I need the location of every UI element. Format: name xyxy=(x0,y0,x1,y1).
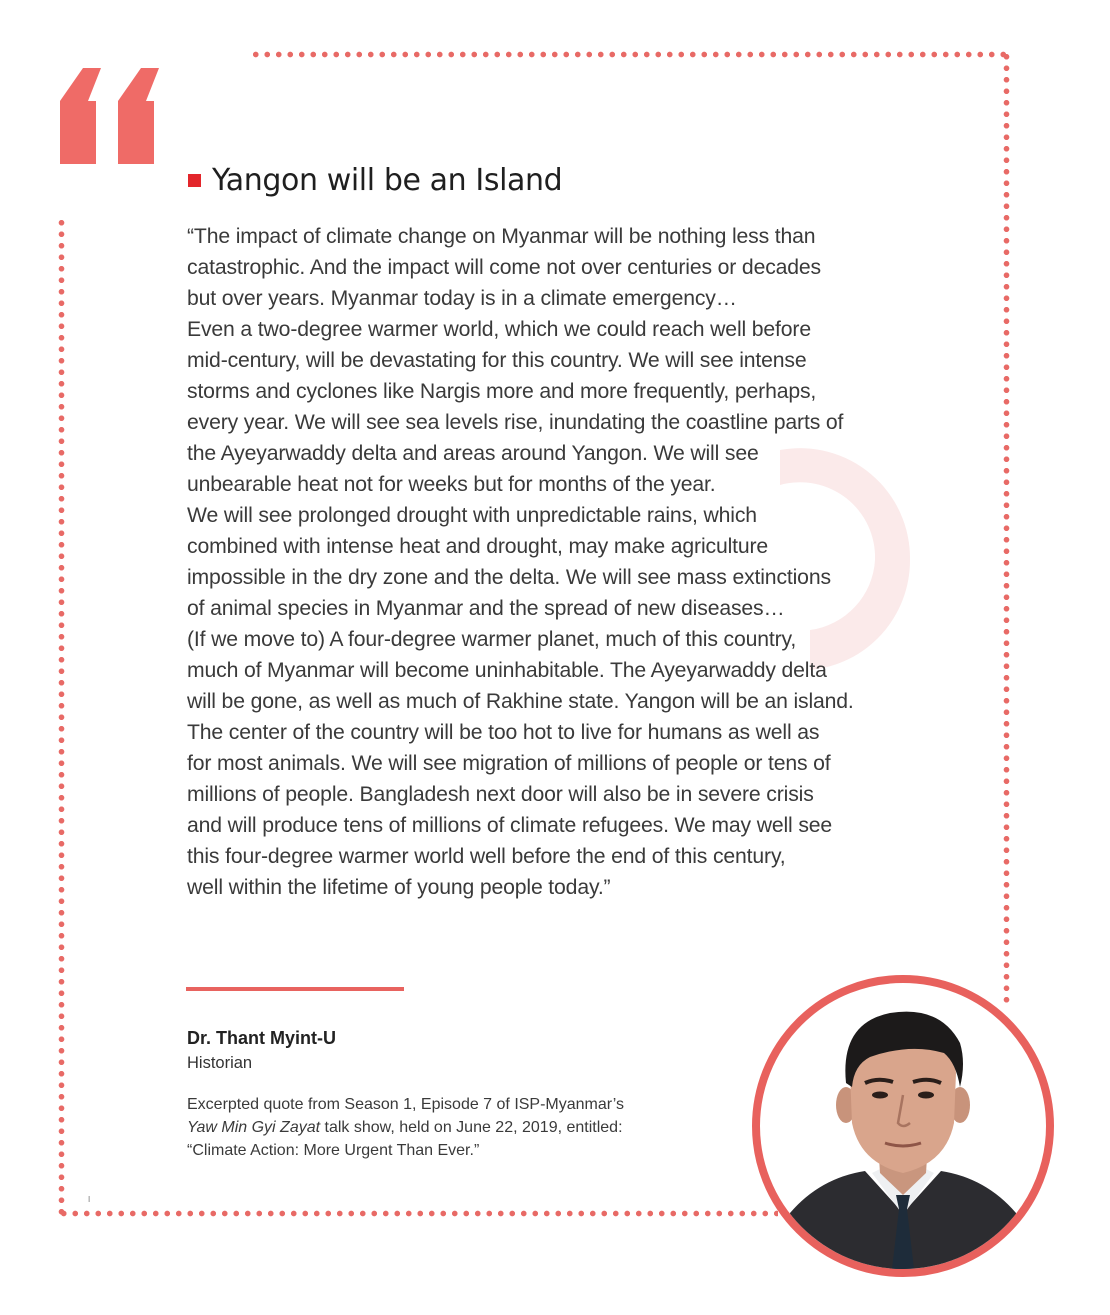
quote-line: the Ayeyarwaddy delta and areas around Yangon. We will see xyxy=(187,442,759,465)
quote-line: for most animals. We will see migration of millions of people or tens of xyxy=(187,752,831,775)
section-heading xyxy=(188,163,562,198)
quote-line: but over years. Myanmar today is in a climate emergency… xyxy=(187,287,737,310)
title-bullet-icon xyxy=(188,174,201,187)
quote-line: every year. We will see sea levels rise, inundating the coastline parts of xyxy=(187,411,844,434)
quote-line: catastrophic. And the impact will come not over centuries or decades xyxy=(187,256,821,279)
quote-line: and will produce tens of millions of climate refugees. We may well see xyxy=(187,814,833,837)
quote-line: The center of the country will be too hot to live for humans as well as xyxy=(187,721,820,744)
frame-bottom-dots xyxy=(58,1210,778,1217)
quote-line: well within the lifetime of young people today.” xyxy=(187,876,611,899)
quote-body xyxy=(187,221,907,903)
source-line-2 xyxy=(187,1116,624,1139)
frame-top-dots xyxy=(250,51,1012,58)
quote-line: millions of people. Bangladesh next door will also be in severe crisis xyxy=(187,783,814,806)
quote-line: this four-degree warmer world well before the end of this century, xyxy=(187,845,786,868)
source-line-2-rest: talk show, held on June 22, 2019, entitled: xyxy=(320,1119,623,1136)
show-title: Yaw Min Gyi Zayat xyxy=(187,1119,321,1136)
quote-line: much of Myanmar will become uninhabitable. The Ayeyarwaddy delta xyxy=(187,659,827,682)
speaker-portrait xyxy=(752,975,1054,1277)
quote-line: (If we move to) A four-degree warmer planet, much of this country, xyxy=(187,628,797,651)
quotation-mark-icon xyxy=(57,66,161,166)
quote-line: We will see prolonged drought with unpredictable rains, which xyxy=(187,504,757,527)
page-title: Yangon will be an Island xyxy=(212,163,563,198)
quote-line: mid-century, will be devastating for this country. We will see intense xyxy=(187,349,807,372)
quote-line: Even a two-degree warmer world, which we could reach well before xyxy=(187,318,811,341)
divider-rule xyxy=(186,987,404,991)
source-note xyxy=(187,1093,624,1162)
source-line-1: Excerpted quote from Season 1, Episode 7 of ISP-Myanmar’s xyxy=(187,1096,624,1113)
frame-left-dots xyxy=(58,217,65,1217)
quote-line: “The impact of climate change on Myanmar will be nothing less than xyxy=(187,225,816,248)
quote-line: combined with intense heat and drought, may make agriculture xyxy=(187,535,769,558)
frame-right-dots xyxy=(1003,51,1010,1003)
quote-line: unbearable heat not for weeks but for months of the year. xyxy=(187,473,716,496)
quote-line: of animal species in Myanmar and the spread of new diseases… xyxy=(187,597,785,620)
quote-line: storms and cyclones like Nargis more and more frequently, perhaps, xyxy=(187,380,817,403)
portrait-frame xyxy=(752,975,1054,1277)
speaker-role: Historian xyxy=(187,1054,253,1072)
quote-line: will be gone, as well as much of Rakhine state. Yangon will be an island. xyxy=(187,690,854,713)
portrait-illustration xyxy=(760,983,1046,1269)
quote-line: impossible in the dry zone and the delta. We will see mass extinctions xyxy=(187,566,831,589)
speaker-name: Dr. Thant Myint-U xyxy=(187,1028,336,1048)
page-marker: I xyxy=(88,1195,91,1204)
source-line-3: “Climate Action: More Urgent Than Ever.” xyxy=(187,1142,480,1159)
